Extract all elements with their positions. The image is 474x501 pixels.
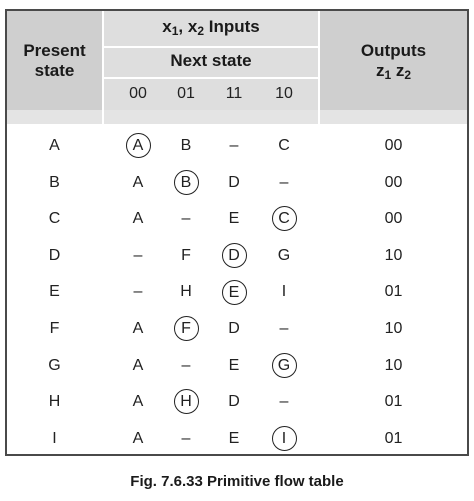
present-state-line1: Present: [23, 41, 86, 60]
primitive-flow-table: [5, 9, 469, 456]
present-state-cell: D: [48, 246, 61, 264]
stable-state-circle: F: [174, 316, 199, 341]
next-state-cell: F: [181, 246, 191, 264]
column-code-11: 11: [225, 85, 243, 102]
stable-state-circle: B: [174, 170, 199, 195]
stable-state-cell: [264, 348, 304, 384]
next-state-header: Next state: [170, 51, 252, 70]
stable-state-circle: C: [272, 206, 297, 231]
next-state-cell: –: [133, 283, 143, 301]
stable-state-cell: [264, 421, 304, 456]
stable-state-cell: [214, 274, 254, 310]
output-cell: 00: [384, 137, 403, 154]
next-state-cell: –: [181, 210, 191, 228]
column-code-00: 00: [129, 85, 147, 102]
next-state-cell: B: [180, 137, 192, 154]
next-state-cell: A: [132, 173, 144, 191]
stable-state-circle: I: [272, 426, 297, 451]
next-state-cell: E: [228, 356, 240, 374]
next-state-cell: D: [228, 173, 240, 191]
present-state-line2: state: [34, 61, 75, 80]
stable-state-circle: A: [126, 133, 151, 158]
present-state-header: [7, 41, 102, 81]
outputs-label: Outputs: [360, 41, 427, 60]
outputs-z1: z: [375, 61, 385, 80]
column-code-01: 01: [177, 85, 195, 102]
inputs-sub2: 2: [197, 24, 205, 38]
next-state-cell: A: [132, 320, 144, 337]
next-state-cell: E: [228, 210, 240, 228]
next-state-cell: G: [277, 246, 291, 264]
next-state-cell: –: [279, 173, 289, 191]
stable-state-circle: E: [222, 280, 247, 305]
outputs-z2: z: [391, 61, 405, 80]
present-state-cell: E: [49, 283, 60, 301]
inputs-suffix: Inputs: [204, 17, 260, 36]
present-state-cell: G: [48, 356, 61, 374]
divider-inputs: [104, 46, 318, 48]
table-row: [7, 384, 467, 420]
table-row: [7, 201, 467, 237]
present-state-cell: F: [49, 320, 60, 337]
next-state-cell: A: [132, 356, 144, 374]
stable-state-circle: D: [222, 243, 247, 268]
output-cell: 00: [384, 173, 403, 191]
next-state-cell: I: [281, 283, 287, 301]
stable-state-cell: [166, 384, 206, 420]
output-cell: 10: [384, 356, 403, 374]
figure-caption: Fig. 7.6.33 Primitive flow table: [130, 473, 344, 490]
stable-state-cell: [166, 311, 206, 347]
stable-state-circle: G: [272, 353, 297, 378]
table-row: [7, 165, 467, 201]
outputs-header: [320, 41, 467, 85]
inputs-sep: , x: [178, 17, 198, 36]
divider-next-state: [104, 77, 318, 79]
inputs-header: [104, 17, 318, 41]
stable-state-circle: H: [174, 389, 199, 414]
next-state-cell: –: [181, 356, 191, 374]
output-cell: 01: [384, 393, 403, 411]
output-cell: 00: [384, 210, 403, 228]
column-code-10: 10: [275, 85, 293, 102]
present-state-cell: A: [49, 137, 60, 154]
table-row: [7, 274, 467, 310]
next-state-cell: A: [132, 429, 144, 447]
table-row: [7, 421, 467, 456]
next-state-cell: –: [181, 429, 191, 447]
outputs-z2-sub: 2: [404, 68, 412, 82]
output-cell: 10: [384, 320, 403, 337]
stable-state-cell: [118, 128, 158, 164]
present-state-cell: B: [49, 173, 60, 191]
table-row: [7, 238, 467, 274]
inputs-sub1: 1: [171, 24, 179, 38]
outputs-z: [320, 61, 467, 85]
next-state-cell: –: [229, 137, 239, 154]
next-state-cell: –: [279, 393, 289, 411]
present-state-cell: C: [48, 210, 61, 228]
next-state-cell: E: [228, 429, 240, 447]
header-gap-band: [7, 110, 467, 124]
table-row: [7, 311, 467, 347]
next-state-cell: D: [228, 393, 240, 411]
present-state-cell: I: [52, 429, 57, 447]
next-state-cell: A: [132, 210, 144, 228]
output-cell: 01: [384, 429, 403, 447]
stable-state-cell: [264, 201, 304, 237]
next-state-cell: H: [180, 283, 192, 301]
inputs-x: x: [162, 17, 172, 36]
table-row: [7, 348, 467, 384]
next-state-cell: A: [132, 393, 144, 411]
next-state-cell: C: [278, 137, 290, 154]
next-state-cell: –: [133, 246, 143, 264]
stable-state-cell: [214, 238, 254, 274]
next-state-cell: D: [228, 320, 240, 337]
output-cell: 10: [384, 246, 403, 264]
outputs-z1-sub: 1: [384, 68, 392, 82]
stable-state-cell: [166, 165, 206, 201]
table-row: [7, 128, 467, 164]
output-cell: 01: [384, 283, 403, 301]
next-state-cell: –: [279, 320, 289, 337]
present-state-cell: H: [48, 393, 61, 411]
